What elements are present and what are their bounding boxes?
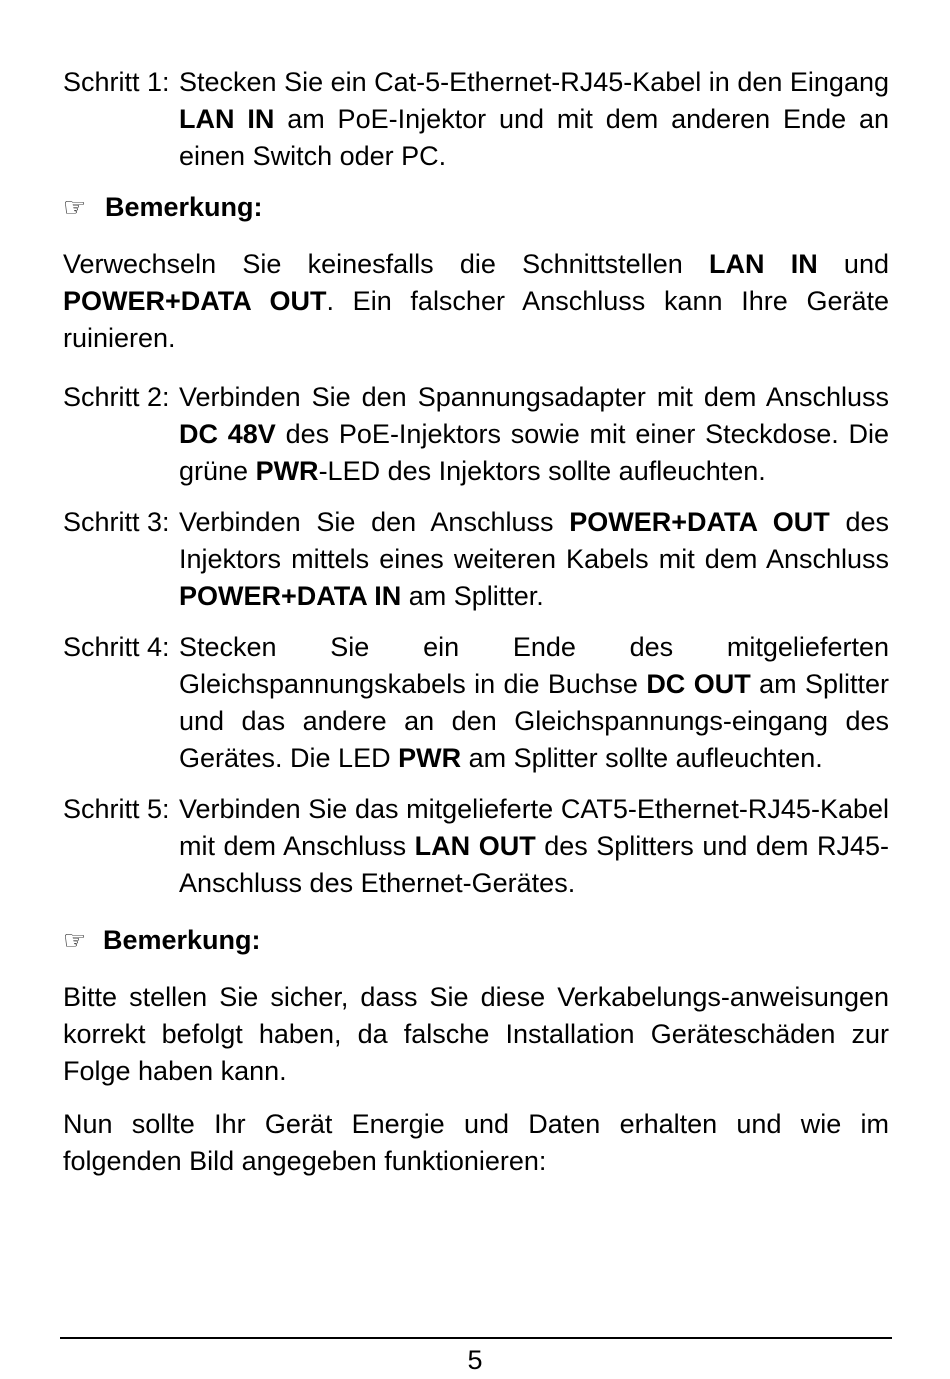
step-2: [63, 379, 889, 490]
step-text: Stecken Sie ein Ende des mitgelieferten Gleichspannungskabels in die Buchse DC OUT am Splitter und das andere an den Gleichspannungs-eingang des Gerätes. Die LED PWR am Splitter sollte aufleuchten.: [179, 632, 889, 773]
step-label: Schritt 3:: [63, 507, 170, 537]
step-4: [63, 629, 889, 777]
closing-paragraph: Nun sollte Ihr Gerät Energie und Daten erhalten und wie im folgenden Bild angegeben funktionieren:: [63, 1109, 889, 1176]
note-title: Bemerkung:: [103, 925, 261, 955]
pointing-hand-icon: ☞: [63, 925, 87, 955]
page-number: 5: [467, 1345, 483, 1375]
note-title: Bemerkung:: [105, 192, 263, 222]
step-label: Schritt 4:: [63, 632, 170, 662]
step-text: Stecken Sie ein Cat-5-Ethernet-RJ45-Kabel in den Eingang LAN IN am PoE-Injektor und mit dem anderen Ende an einen Switch oder PC.: [179, 67, 889, 171]
pointing-hand-icon: ☞: [63, 192, 87, 222]
note-text: Verwechseln Sie keinesfalls die Schnittstellen LAN IN und POWER+DATA OUT. Ein falscher Anschluss kann Ihre Geräte ruinieren.: [63, 249, 889, 353]
step-label: Schritt 2:: [63, 382, 170, 412]
footer-divider: [60, 1337, 892, 1339]
step-label: Schritt 1:: [63, 67, 170, 97]
step-text: Verbinden Sie das mitgelieferte CAT5-Ethernet-RJ45-Kabel mit dem Anschluss LAN OUT des Splitters und dem RJ45-Anschluss des Ethernet-Gerätes.: [179, 794, 889, 898]
manual-page: [63, 64, 889, 1196]
note-heading: [63, 922, 889, 959]
step-3: [63, 504, 889, 615]
note-heading: [63, 189, 889, 226]
note-text: Bitte stellen Sie sicher, dass Sie diese Verkabelungs-anweisungen korrekt befolgt haben, da falsche Installation Geräteschäden zur Folge haben kann.: [63, 982, 889, 1086]
step-5: [63, 791, 889, 902]
step-1: [63, 64, 889, 175]
step-text: Verbinden Sie den Spannungsadapter mit dem Anschluss DC 48V des PoE-Injektors sowie mit einer Steckdose. Die grüne PWR-LED des Injektors sollte aufleuchten.: [179, 382, 889, 486]
step-text: Verbinden Sie den Anschluss POWER+DATA OUT des Injektors mittels eines weiteren Kabels mit dem Anschluss POWER+DATA IN am Splitter.: [179, 507, 889, 611]
step-label: Schritt 5:: [63, 794, 170, 824]
